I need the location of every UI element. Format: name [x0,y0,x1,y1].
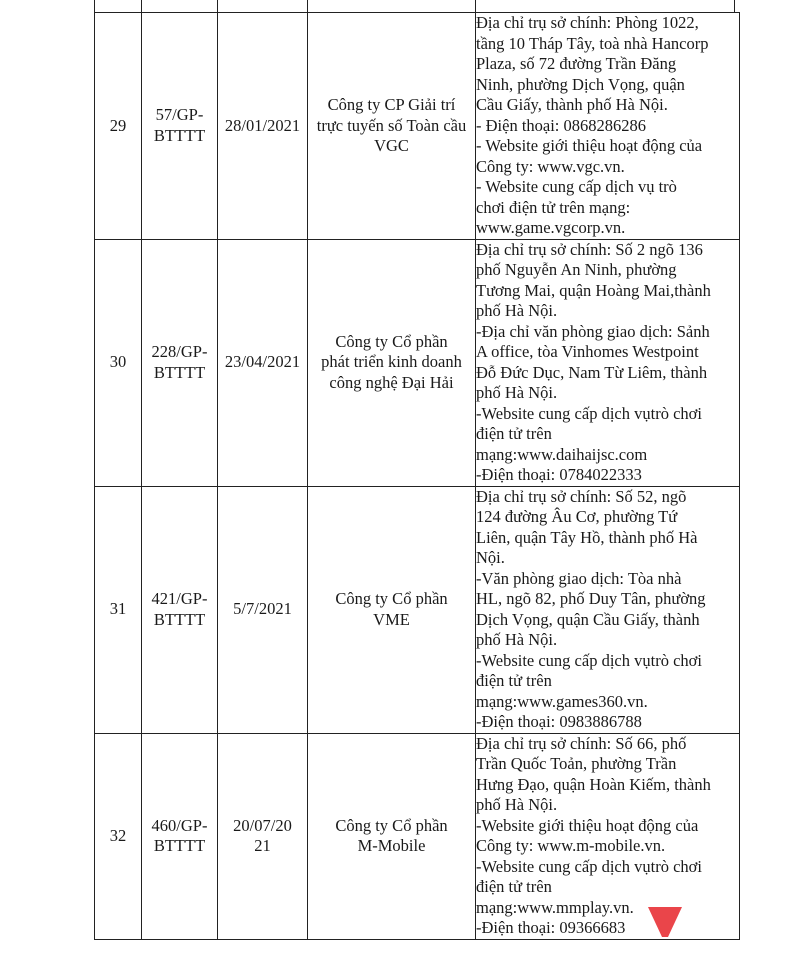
issue-date: 23/04/2021 [218,239,308,486]
license-number: 460/GP- BTTTT [142,733,218,939]
company-info: Địa chỉ trụ sở chính: Số 52, ngõ 124 đường Âu Cơ, phường Tứ Liên, quận Tây Hồ, thành phố Hà Nội. -Văn phòng giao dịch: Tòa nhà HL, ngõ 82, phố Duy Tân, phường Dịch Vọng, quận Cầu Giấy, thành phố Hà Nội. -Website cung cấp dịch vụtrò chơi điện tử trên mạng:www.games360.vn. -Điện thoại: 0983886788 [476,486,740,733]
table-row [95,733,740,939]
row-number: 32 [95,733,142,939]
watermark-text: IET [678,910,723,940]
row-number: 29 [95,13,142,240]
issue-date: 28/01/2021 [218,13,308,240]
table-row [95,486,740,733]
table-row [95,13,740,240]
license-number: 421/GP- BTTTT [142,486,218,733]
license-number: 228/GP- BTTTT [142,239,218,486]
license-table [94,12,740,940]
company-info: Địa chỉ trụ sở chính: Số 66, phố Trần Quốc Toản, phường Trần Hưng Đạo, quận Hoàn Kiếm, thành phố Hà Nội. -Website giới thiệu hoạt động của Công ty: www.m-mobile.vn. -Website cung cấp dịch vụtrò chơi điện tử trên mạng:www.mmplay.vn. -Điện thoại: 09366683 [476,733,740,939]
company-name: Công ty CP Giải trí trực tuyến số Toàn cầu VGC [308,13,476,240]
issue-date: 20/07/20 21 [218,733,308,939]
row-number: 30 [95,239,142,486]
row-number: 31 [95,486,142,733]
company-info: Địa chỉ trụ sở chính: Phòng 1022, tầng 10 Tháp Tây, toà nhà Hancorp Plaza, số 72 đường Trần Đăng Ninh, phường Dịch Vọng, quận Cầu Giấy, thành phố Hà Nội. - Điện thoại: 0868286286 - Website giới thiệu hoạt động của Công ty: www.vgc.vn. - Website cung cấp dịch vụ trò chơi điện tử trên mạng: www.game.vgcorp.vn. [476,13,740,240]
license-number: 57/GP- BTTTT [142,13,218,240]
company-name: Công ty Cổ phần M-Mobile [308,733,476,939]
company-name: Công ty Cổ phần VME [308,486,476,733]
company-info: Địa chỉ trụ sở chính: Số 2 ngõ 136 phố Nguyễn An Ninh, phường Tương Mai, quận Hoàng Mai,thành phố Hà Nội. -Địa chỉ văn phòng giao dịch: Sảnh A office, tòa Vinhomes Westpoint Đỗ Đức Dục, Nam Từ Liêm, thành phố Hà Nội. -Website cung cấp dịch vụtrò chơi điện tử trên mạng:www.daihaijsc.com -Điện thoại: 0784022333 [476,239,740,486]
vietnamnet-watermark-logo [646,903,723,945]
issue-date: 5/7/2021 [218,486,308,733]
table-row [95,239,740,486]
company-name: Công ty Cổ phần phát triển kinh doanh công nghệ Đại Hải [308,239,476,486]
